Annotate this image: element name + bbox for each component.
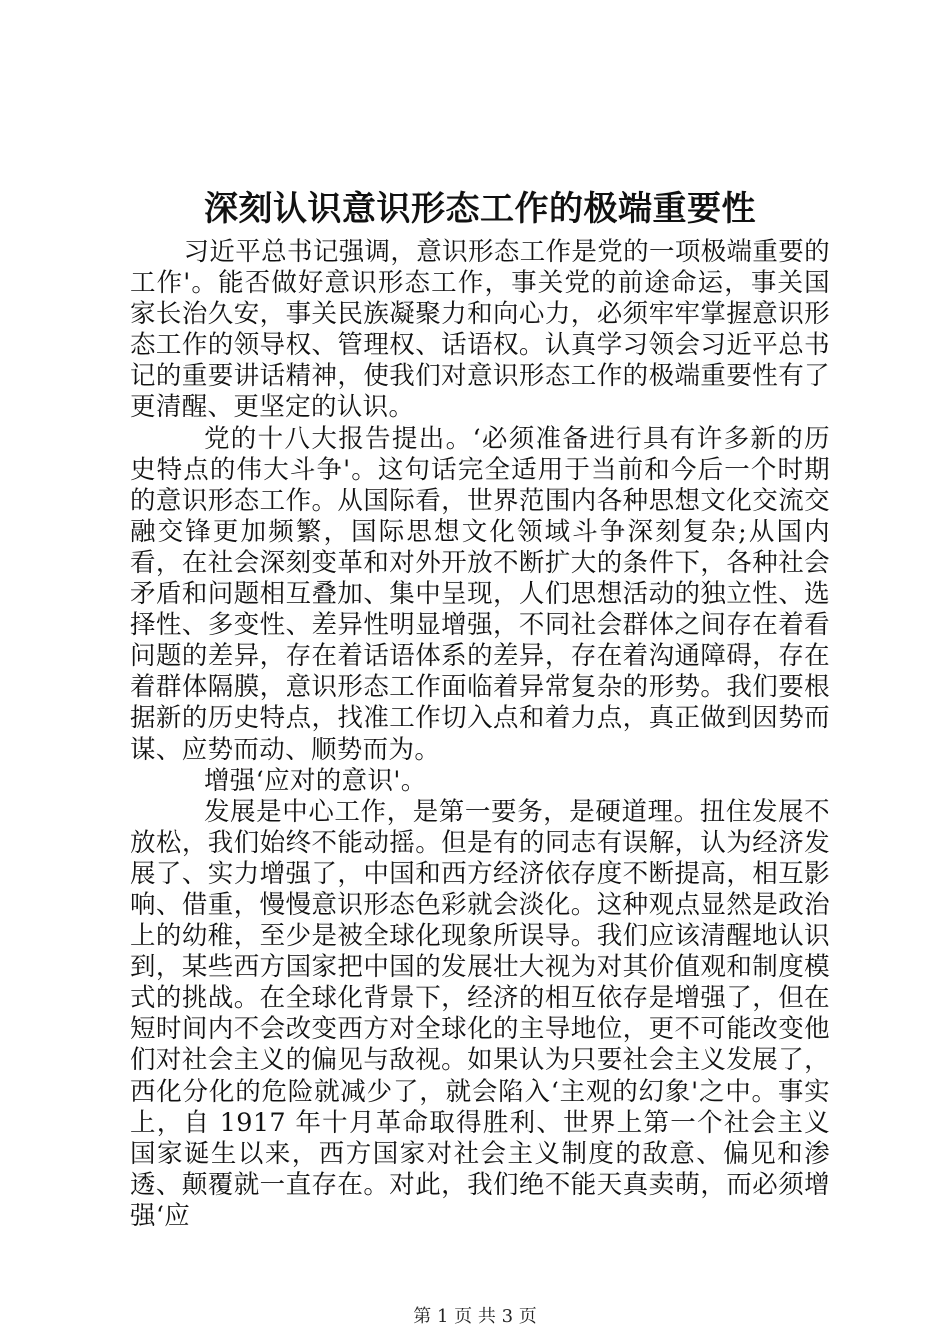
paragraph-3: 增强‘应对的意识'。 [203,765,427,796]
document-body [130,237,830,1232]
paragraph-4: 发展是中心工作，是第一要务，是硬道理。扭住发展不放松，我们始终不能动摇。但是有的同志有误解，认为经济发展了、实力增强了，中国和西方经济依存度不断提高，相互影响、借重，慢慢意识形态色彩就会淡化。这种观点显然是政治上的幼稚，至少是被全球化现象所误导。我们应该清醒地认识到，某些西方国家把中国的发展壮大视为对其价值观和制度模式的挑战。在全球化背景下，经济的相互依存是增强了，但在短时间内不会改变西方对全球化的主导地位，更不可能改变他们对社会主义的偏见与敌视。如果认为只要社会主义发展了，西化分化的危险就减少了，就会陷入‘主观的幻象'之中。事实上，自 1917 年十月革命取得胜利、世界上第一个社会主义国家诞生以来，西方国家对社会主义制度的敌意、偏见和渗透、颠覆就一直存在。对此，我们绝不能天真卖萌，而必须增强‘应 [130,796,830,1231]
document-title: 深刻认识意识形态工作的极端重要性 [204,189,756,229]
paragraph-1: 习近平总书记强调，意识形态工作是党的一项极端重要的工作'。能否做好意识形态工作，事关党的前途命运，事关国家长治久安，事关民族凝聚力和向心力，必须牢牢掌握意识形态工作的领导权、管理权、话语权。认真学习领会习近平总书记的重要讲话精神，使我们对意识形态工作的极端重要性有了更清醒、更坚定的认识。 [130,237,830,423]
page-footer: 第 1 页 共 3 页 [413,1306,537,1327]
paragraph-2: 党的十八大报告提出。‘必须准备进行具有许多新的历史特点的伟大斗争'。这句话完全适用于当前和今后一个时期的意识形态工作。从国际看，世界范围内各种思想文化交流交融交锋更加频繁，国际思想文化领域斗争深刻复杂;从国内看，在社会深刻变革和对外开放不断扩大的条件下，各种社会矛盾和问题相互叠加、集中呈现，人们思想活动的独立性、选择性、多变性、差异性明显增强，不同社会群体之间存在着看问题的差异，存在着话语体系的差异，存在着沟通障碍，存在着群体隔膜，意识形态工作面临着异常复杂的形势。我们要根据新的历史特点，找准工作切入点和着力点，真正做到因势而谋、应势而动、顺势而为。 [130,423,830,765]
